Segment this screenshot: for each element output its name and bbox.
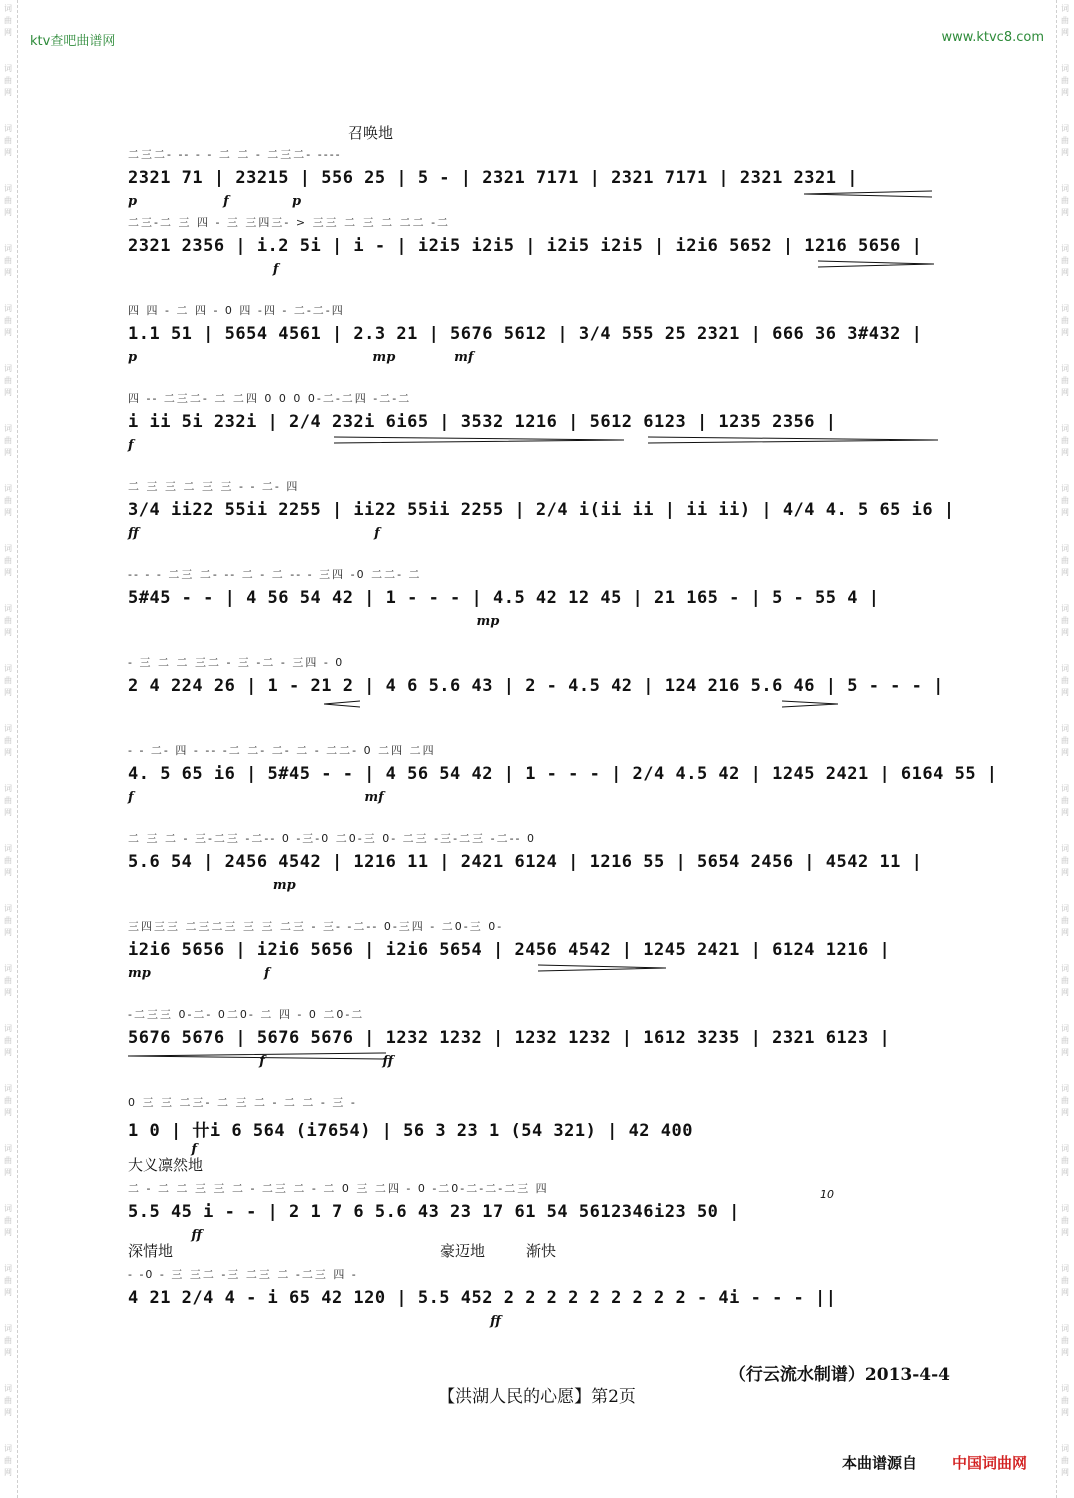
crescendo-hairpin (128, 1052, 386, 1060)
dynamics-line: f ff (128, 1054, 394, 1069)
watermark-glyph: 词 (4, 484, 12, 493)
jianpu-score (128, 120, 998, 1360)
diminuendo-hairpin (648, 436, 938, 444)
watermark-glyph: 曲 (1061, 256, 1069, 265)
watermark-glyph: 网 (1061, 568, 1069, 577)
watermark-glyph: 网 (1061, 508, 1069, 517)
watermark-glyph: 网 (1061, 328, 1069, 337)
watermark-glyph: 网 (4, 388, 12, 397)
fingering-line: 0 三 三 二三- 二 三 二 - 二 二 - 三 - (128, 1096, 357, 1109)
fingering-line: 四 -- 二三二- 二 二四 0 0 0 0-二-二四 -二-二 (128, 392, 412, 405)
watermark-glyph: 词 (1061, 904, 1069, 913)
fingering-line: - - 二- 四 - -- -二 二- 二- 二 - 二二- 0 二四 二四 (128, 744, 436, 757)
right-watermark-strip (1056, 0, 1074, 1498)
source-site-link[interactable]: 中国词曲网 (952, 1454, 1028, 1472)
watermark-glyph: 曲 (1061, 196, 1069, 205)
watermark-glyph: 词 (1061, 364, 1069, 373)
watermark-glyph: 曲 (1061, 976, 1069, 985)
notes-line: 2 4 224 26 | 1 - 21 2 | 4 6 5.6 43 | 2 - 4.5 42 | 124 216 5.6 46 | 5 - - - | (128, 676, 944, 696)
notes-line: i2i6 5656 | i2i6 5656 | i2i6 5654 | 2456 4542 | 1245 2421 | 6124 1216 | (128, 940, 891, 960)
watermark-glyph: 网 (4, 808, 12, 817)
notes-line: 1 0 | 卄i 6 564 (i7654) | 56 3 23 1 (54 321) | 42 400 (128, 1121, 693, 1141)
watermark-glyph: 网 (4, 508, 12, 517)
watermark-glyph: 曲 (4, 1156, 12, 1165)
expression-mark: 召唤地 (348, 124, 394, 142)
watermark-glyph: 曲 (4, 496, 12, 505)
watermark-glyph: 网 (4, 988, 12, 997)
watermark-glyph: 曲 (1061, 1336, 1069, 1345)
watermark-glyph: 曲 (4, 1276, 12, 1285)
diminuendo-hairpin (334, 436, 624, 444)
watermark-glyph: 曲 (4, 376, 12, 385)
diminuendo-hairpin (538, 964, 666, 972)
watermark-glyph: 网 (1061, 1348, 1069, 1357)
fingering-line: -- - - 二三 二- -- 二 - 二 -- - 三四 -0 二二- 二 (128, 568, 422, 581)
watermark-glyph: 曲 (4, 616, 12, 625)
watermark-glyph: 词 (1061, 1084, 1069, 1093)
watermark-glyph: 网 (1061, 148, 1069, 157)
watermark-glyph: 网 (1061, 448, 1069, 457)
expression-mark-jiankuai: 渐快 (526, 1242, 557, 1260)
watermark-glyph: 词 (4, 1264, 12, 1273)
watermark-glyph: 网 (4, 328, 12, 337)
diminuendo-hairpin (782, 700, 838, 708)
watermark-glyph: 网 (1061, 388, 1069, 397)
fingering-line: 二三-二 三 四 - 三 三四三- > 三三 二 三 二 二二 -二 (128, 216, 451, 229)
watermark-glyph: 词 (4, 664, 12, 673)
watermark-glyph: 曲 (4, 1456, 12, 1465)
watermark-glyph: 词 (1061, 304, 1069, 313)
watermark-glyph: 词 (4, 544, 12, 553)
dynamics-line: p f p (128, 194, 302, 209)
watermark-glyph: 曲 (1061, 916, 1069, 925)
watermark-glyph: 词 (1061, 544, 1069, 553)
watermark-glyph: 曲 (4, 1036, 12, 1045)
dynamics-line: mp f (128, 966, 270, 981)
fingering-line: 二 三 三 二 三 三 - - 二- 四 (128, 480, 300, 493)
watermark-glyph: 网 (4, 1228, 12, 1237)
expression-mark: 大义凛然地 (128, 1156, 204, 1174)
watermark-glyph: 网 (1061, 88, 1069, 97)
dynamics-line: ff f (128, 526, 380, 541)
watermark-glyph: 词 (1061, 1444, 1069, 1453)
watermark-glyph: 网 (1061, 688, 1069, 697)
fingering-line: - 三 二 二 三二 - 三 -二 - 三四 - 0 (128, 656, 345, 669)
watermark-glyph: 网 (1061, 988, 1069, 997)
dynamics-line: mp (128, 614, 500, 629)
watermark-glyph: 曲 (4, 196, 12, 205)
watermark-glyph: 网 (1061, 268, 1069, 277)
watermark-glyph: 曲 (4, 1096, 12, 1105)
watermark-glyph: 网 (1061, 208, 1069, 217)
watermark-glyph: 网 (4, 1408, 12, 1417)
score-credit: （行云流水制谱）2013-4-4 (728, 1365, 950, 1385)
notes-line: 5.5 45 i - - | 2 1 7 6 5.6 43 23 17 61 54 5612346i23 50 | (128, 1202, 740, 1222)
watermark-glyph: 曲 (1061, 616, 1069, 625)
watermark-glyph: 曲 (4, 316, 12, 325)
watermark-glyph: 网 (1061, 628, 1069, 637)
watermark-glyph: 词 (1061, 484, 1069, 493)
score-row (128, 384, 948, 464)
watermark-glyph: 词 (1061, 1324, 1069, 1333)
watermark-glyph: 曲 (4, 1336, 12, 1345)
watermark-glyph: 曲 (1061, 16, 1069, 25)
watermark-glyph: 曲 (1061, 1096, 1069, 1105)
watermark-glyph: 词 (1061, 664, 1069, 673)
page-title: 【洪湖人民的心愿】第2页 (438, 1387, 636, 1407)
watermark-glyph: 网 (4, 1108, 12, 1117)
watermark-glyph: 词 (1061, 724, 1069, 733)
watermark-glyph: 曲 (4, 796, 12, 805)
score-row (128, 296, 948, 376)
watermark-glyph: 词 (1061, 4, 1069, 13)
watermark-glyph: 词 (4, 1024, 12, 1033)
watermark-glyph: 网 (4, 748, 12, 757)
watermark-glyph: 曲 (1061, 676, 1069, 685)
watermark-glyph: 词 (4, 1324, 12, 1333)
crescendo-hairpin (324, 700, 360, 708)
watermark-glyph: 曲 (4, 436, 12, 445)
watermark-glyph: 网 (1061, 1228, 1069, 1237)
watermark-glyph: 曲 (4, 256, 12, 265)
notes-line: 5676 5676 | 5676 5676 | 1232 1232 | 1232 1232 | 1612 3235 | 2321 6123 | (128, 1028, 891, 1048)
watermark-glyph: 词 (4, 244, 12, 253)
watermark-glyph: 曲 (1061, 496, 1069, 505)
watermark-glyph: 网 (1061, 1048, 1069, 1057)
watermark-glyph: 词 (1061, 1264, 1069, 1273)
watermark-glyph: 词 (1061, 964, 1069, 973)
watermark-glyph: 词 (1061, 424, 1069, 433)
watermark-glyph: 网 (4, 88, 12, 97)
watermark-glyph: 网 (4, 1288, 12, 1297)
watermark-glyph: 曲 (4, 676, 12, 685)
dynamics-line: p mp mf (128, 350, 474, 365)
watermark-glyph: 曲 (1061, 316, 1069, 325)
watermark-glyph: 曲 (4, 916, 12, 925)
notes-line: 4. 5 65 i6 | 5#45 - - | 4 56 54 42 | 1 - - - | 2/4 4.5 42 | 1245 2421 | 6164 55 | (128, 764, 998, 784)
tuplet-label: 10 (820, 1188, 834, 1201)
watermark-glyph: 词 (1061, 244, 1069, 253)
notes-line: 5#45 - - | 4 56 54 42 | 1 - - - | 4.5 42 12 45 | 21 165 - | 5 - 55 4 | (128, 588, 880, 608)
watermark-glyph: 曲 (4, 1396, 12, 1405)
fingering-line: - -0 - 三 三二 -三 二三 二 -二三 四 - (128, 1268, 358, 1281)
score-row (128, 648, 948, 728)
expression-mark: 深情地 (128, 1242, 174, 1260)
notes-line: 2321 71 | 23215 | 556 25 | 5 - | 2321 7171 | 2321 7171 | 2321 2321 | (128, 168, 858, 188)
watermark-glyph: 词 (1061, 784, 1069, 793)
watermark-glyph: 曲 (1061, 1216, 1069, 1225)
left-watermark-strip (0, 0, 18, 1498)
watermark-glyph: 词 (4, 64, 12, 73)
watermark-glyph: 词 (4, 424, 12, 433)
score-row (128, 472, 955, 552)
watermark-glyph: 网 (1061, 1468, 1069, 1477)
watermark-glyph: 曲 (1061, 436, 1069, 445)
watermark-glyph: 网 (1061, 808, 1069, 817)
watermark-glyph: 词 (1061, 1384, 1069, 1393)
watermark-glyph: 网 (4, 1468, 12, 1477)
fingering-line: -二三三 0-二- 0二0- 二 四 - 0 二0-二 (128, 1008, 365, 1021)
watermark-glyph: 网 (1061, 928, 1069, 937)
watermark-glyph: 曲 (4, 136, 12, 145)
watermark-glyph: 曲 (1061, 796, 1069, 805)
watermark-glyph: 网 (4, 148, 12, 157)
watermark-glyph: 曲 (1061, 1156, 1069, 1165)
watermark-glyph: 词 (4, 724, 12, 733)
watermark-glyph: 词 (1061, 844, 1069, 853)
watermark-glyph: 网 (4, 928, 12, 937)
watermark-glyph: 曲 (1061, 76, 1069, 85)
score-row (128, 208, 948, 288)
watermark-glyph: 网 (4, 28, 12, 37)
fingering-line: 二 - 二 二 三 三 二 - 二三 二 - 二 0 三 二四 - 0 -二0-二-二-二三 四 (128, 1182, 549, 1195)
watermark-glyph: 曲 (1061, 1396, 1069, 1405)
watermark-glyph: 曲 (1061, 556, 1069, 565)
watermark-glyph: 网 (4, 1348, 12, 1357)
watermark-glyph: 曲 (1061, 856, 1069, 865)
watermark-glyph: 网 (4, 1168, 12, 1177)
watermark-glyph: 曲 (1061, 1036, 1069, 1045)
watermark-glyph: 词 (4, 304, 12, 313)
watermark-glyph: 网 (4, 208, 12, 217)
score-row (128, 1242, 948, 1340)
score-row (128, 560, 948, 640)
fingering-line: 二三二- -- - - 二 二 - 二三二- ---- (128, 148, 342, 161)
watermark-glyph: 网 (4, 448, 12, 457)
dynamics-line: f (128, 438, 134, 453)
crescendo-hairpin (804, 190, 932, 198)
score-row (128, 1000, 948, 1080)
dynamics-line: mp (128, 878, 296, 893)
watermark-glyph: 词 (4, 184, 12, 193)
watermark-glyph: 词 (4, 784, 12, 793)
watermark-glyph: 曲 (1061, 136, 1069, 145)
watermark-glyph: 词 (1061, 184, 1069, 193)
watermark-glyph: 词 (1061, 124, 1069, 133)
score-row (128, 824, 948, 904)
watermark-glyph: 网 (1061, 1288, 1069, 1297)
diminuendo-hairpin (818, 260, 934, 268)
watermark-glyph: 曲 (4, 976, 12, 985)
watermark-glyph: 网 (4, 568, 12, 577)
site-name-left[interactable]: ktv查吧曲谱网 (30, 34, 116, 49)
watermark-glyph: 词 (4, 364, 12, 373)
site-url-right[interactable]: www.ktvc8.com (941, 30, 1044, 45)
watermark-glyph: 网 (1061, 28, 1069, 37)
dynamics-line: ff (128, 1228, 203, 1243)
notes-line: i ii 5i 232i | 2/4 232i 6i65 | 3532 1216 | 5612 6123 | 1235 2356 | (128, 412, 837, 432)
score-row (128, 736, 998, 816)
expression-mark-haomai: 豪迈地 (440, 1242, 486, 1260)
watermark-glyph: 网 (1061, 1168, 1069, 1177)
fingering-line: 三四三三 二三二三 三 三 二三 - 三- -二-- 0-三四 - 二0-三 0- (128, 920, 504, 933)
dynamics-line: f (128, 1142, 197, 1157)
watermark-glyph: 网 (1061, 1108, 1069, 1117)
watermark-glyph: 词 (4, 1204, 12, 1213)
watermark-glyph: 曲 (1061, 736, 1069, 745)
watermark-glyph: 曲 (1061, 1456, 1069, 1465)
dynamics-line: f (128, 262, 279, 277)
watermark-glyph: 词 (1061, 64, 1069, 73)
watermark-glyph: 词 (4, 964, 12, 973)
watermark-glyph: 词 (4, 1384, 12, 1393)
notes-line: 2321 2356 | i.2 5i | i - | i2i5 i2i5 | i2i5 i2i5 | i2i6 5652 | 1216 5656 | (128, 236, 923, 256)
fingering-line: 二 三 二 - 三-二三 -二-- 0 -三-0 二0-三 0- 二三 -三-二三 -二-- 0 (128, 832, 537, 845)
watermark-glyph: 曲 (4, 76, 12, 85)
watermark-glyph: 词 (1061, 1204, 1069, 1213)
watermark-glyph: 词 (4, 1084, 12, 1093)
watermark-glyph: 曲 (1061, 376, 1069, 385)
notes-line: 5.6 54 | 2456 4542 | 1216 11 | 2421 6124 | 1216 55 | 5654 2456 | 4542 11 | (128, 852, 923, 872)
watermark-glyph: 网 (1061, 1408, 1069, 1417)
notes-line: 1.1 51 | 5654 4561 | 2.3 21 | 5676 5612 | 3/4 555 25 2321 | 666 36 3#432 | (128, 324, 923, 344)
watermark-glyph: 词 (4, 604, 12, 613)
watermark-glyph: 词 (4, 1444, 12, 1453)
watermark-glyph: 网 (4, 628, 12, 637)
score-row (128, 1088, 948, 1168)
watermark-glyph: 曲 (1061, 1276, 1069, 1285)
notes-line: 4 21 2/4 4 - i 65 42 120 | 5.5 452 2 2 2 2 2 2 2 2 2 - 4i - - - || (128, 1288, 837, 1308)
watermark-glyph: 曲 (4, 1216, 12, 1225)
watermark-glyph: 词 (4, 4, 12, 13)
watermark-glyph: 网 (1061, 868, 1069, 877)
notes-line: 3/4 ii22 55ii 2255 | ii22 55ii 2255 | 2/4 i(ii ii | ii ii) | 4/4 4. 5 65 i6 | (128, 500, 955, 520)
watermark-glyph: 词 (4, 1144, 12, 1153)
dynamics-line: ff (128, 1314, 501, 1329)
watermark-glyph: 词 (4, 124, 12, 133)
watermark-glyph: 词 (4, 904, 12, 913)
watermark-glyph: 网 (4, 268, 12, 277)
watermark-glyph: 曲 (4, 16, 12, 25)
watermark-glyph: 词 (1061, 604, 1069, 613)
watermark-glyph: 词 (4, 844, 12, 853)
watermark-glyph: 词 (1061, 1024, 1069, 1033)
watermark-glyph: 曲 (4, 736, 12, 745)
watermark-glyph: 网 (1061, 748, 1069, 757)
watermark-glyph: 网 (4, 868, 12, 877)
dynamics-line: f mf (128, 790, 384, 805)
score-row (128, 120, 948, 209)
fingering-line: 四 四 - 二 四 - 0 四 -四 - 二-二-四 (128, 304, 345, 317)
watermark-glyph: 网 (4, 1048, 12, 1057)
watermark-glyph: 网 (4, 688, 12, 697)
source-prefix: 本曲谱源自 (842, 1454, 918, 1472)
watermark-glyph: 曲 (4, 856, 12, 865)
watermark-glyph: 词 (1061, 1144, 1069, 1153)
watermark-glyph: 曲 (4, 556, 12, 565)
score-row (128, 912, 948, 992)
